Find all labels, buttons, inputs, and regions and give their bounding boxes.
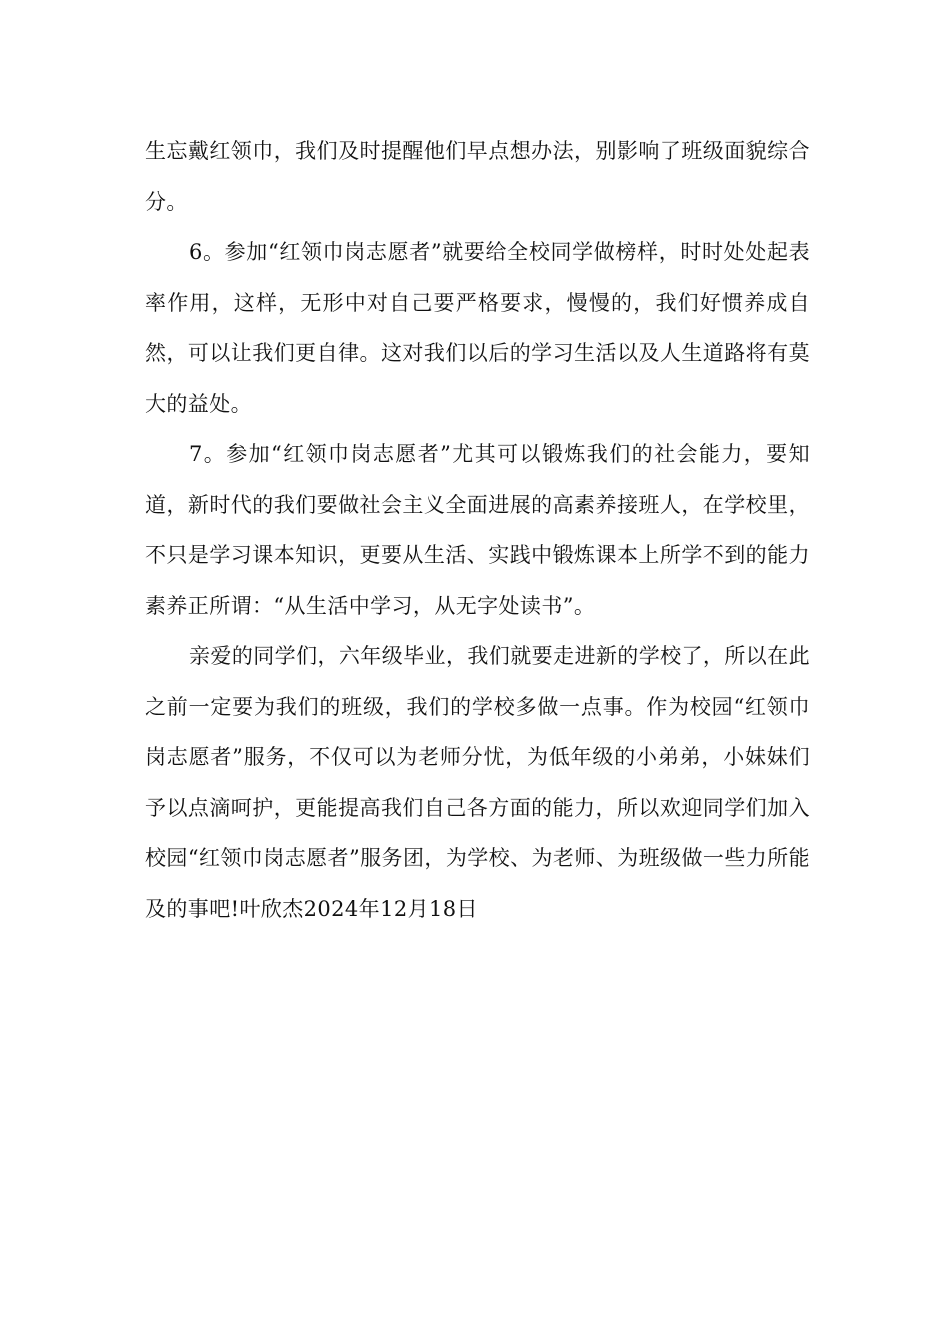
paragraph-item-6: 6。参加“红领巾岗志愿者”就要给全校同学做榜样，时时处处起表率作用，这样，无形中对自己要严格要求，慢慢的，我们好惯养成自然，可以让我们更自律。这对我们以后的学习生活以及人生道路将有莫大的益处。: [145, 240, 810, 416]
paragraph-continuation: 生忘戴红领巾，我们及时提醒他们早点想办法，别影响了班级面貌综合分。: [145, 139, 810, 214]
paragraph-closing: 亲爱的同学们，六年级毕业，我们就要走进新的学校了，所以在此之前一定要为我们的班级，我们的学校多做一点事。作为校园“红领巾岗志愿者”服务，不仅可以为老师分忧，为低年级的小弟弟，小妹妹们予以点滴呵护，更能提高我们自己各方面的能力，所以欢迎同学们加入校园“红领巾岗志愿者”服务团，为学校、为老师、为班级做一些力所能及的事吧!叶欣杰2024年12月18日: [145, 644, 810, 921]
paragraph-item-7: 7。参加“红领巾岗志愿者”尤其可以锻炼我们的社会能力，要知道，新时代的我们要做社会主义全面进展的高素养接班人，在学校里，不只是学习课本知识，更要从生活、实践中锻炼课本上所学不到的能力素养正所谓：“从生活中学习，从无字处读书”。: [145, 442, 810, 618]
document-body: [145, 126, 810, 934]
